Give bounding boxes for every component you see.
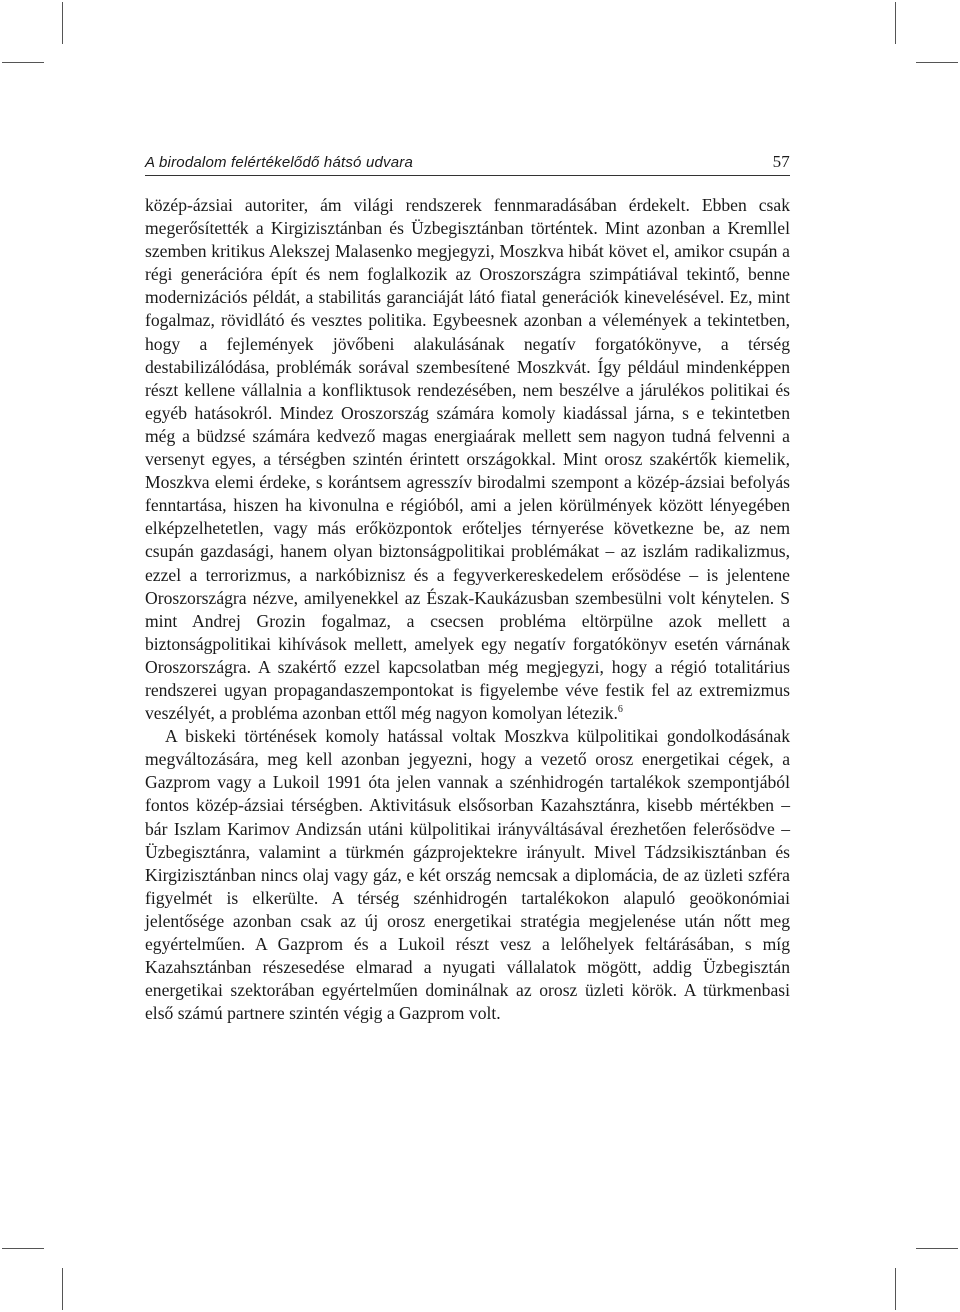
running-head — [145, 152, 790, 174]
crop-mark — [895, 1268, 896, 1310]
paragraph — [145, 194, 790, 725]
footnote-reference[interactable]: 6 — [617, 704, 623, 716]
crop-mark — [62, 2, 63, 44]
crop-mark — [62, 1268, 63, 1310]
body-text — [145, 194, 790, 1025]
paragraph-text: A biskeki történések komoly hatással voltak Moszkva külpolitikai gondolkodásának megváltozására, meg kell azonban jegyezni, hogy a vezető orosz energetikai cégek, a Gazprom vagy a Lukoil 1991 óta jelen vannak a szénhidrogén tartalékok szempontjából fontos közép-ázsiai térségben. Aktivitásuk elsősorban Kazahsztánra, kisebb mértékben – bár Iszlam Karimov Andizsán utáni külpolitikai irányváltásával érezhetően felerősödve – Üzbegisztánra, valamint a türkmén gázprojektekre irányult. Mivel Tádzsikisztánban és Kirgizisztánban nincs olaj vagy gáz, e két ország nemcsak a diplomácia, de az üzleti szféra figyelmét is elkerülte. A térség szénhidrogén tartalékokon alapuló geoökonómiai jelentősége azonban csak az új orosz energetikai stratégia megjelenése után nőtt meg egyértelműen. A Gazprom és a Lukoil részt vesz a lelőhelyek feltárásában, s míg Kazahsztánban részesedése elmarad a nyugati vállalatok mögött, addig Üzbegisztán energetikai szektorában egyértelműen dominálnak az orosz üzleti körök. A türkmenbasi első számú partnere szintén végig a Gazprom volt. — [145, 726, 790, 1024]
crop-mark — [916, 1248, 958, 1249]
page-number: 57 — [772, 152, 790, 171]
running-head-title: A birodalom felértékelődő hátsó udvara — [145, 154, 414, 171]
crop-mark — [2, 1248, 44, 1249]
crop-mark — [916, 62, 958, 63]
header-rule — [145, 175, 790, 176]
crop-mark — [895, 2, 896, 44]
paragraph — [145, 725, 790, 1025]
crop-mark — [2, 62, 44, 63]
paragraph-text: közép-ázsiai autoriter, ám világi rendszerek fennmaradásában érdekelt. Ebben csak megerősítették a Kirgizisztánban és Üzbegisztánban történtek. Mint azonban a Kremllel szemben kritikus Alekszej Malasenko megjegyzi, Moszkva hibát követ el, amikor csupán a régi generációra épít és nem foglalkozik az Oroszországra szimpátiával tekintő, benne modernizációs példát, a stabilitás garanciáját látó fiatal generációk kinevelésével. Ez, mint fogalmaz, rövidlátó és vesztes politika. Egybeesnek azonban a vélemények a tekintetben, hogy a fejlemények jövőbeni alakulásának negatív forgatókönyve, a térség destabilizálódása, problémák sorával szembesítené Moszkvát. Így például mindenképpen részt kellene vállalnia a konfliktusok rendezésében, nem beszélve a járulékos politikai és egyéb hatásokról. Mindez Oroszország számára komoly kiadással járna, s e tekintetben még a büdzsé számára kedvező magas energiaárak mellett sem nagyon tudná felvenni a versenyt egyes, a térségben szintén érintett országokkal. Mint orosz szakértők kiemelik, Moszkva elemi érdeke, s korántsem agresszív birodalmi szempont a közép-ázsiai befolyás fenntartása, hiszen ha kivonulna e régióból, ami a jelen körülmények között lényegében elképzelhetetlen, vagy más erőközpontok erőteljes térnyerése következne be, az nem csupán gazdasági, hanem olyan biztonságpolitikai problémákat – az iszlám radikalizmus, ezzel a terrorizmus, a narkóbiznisz és a fegyverkereskedelem erősödése – is jelentene Oroszországra nézve, amilyenekkel az Észak-Kaukázusban szembesülni volt kénytelen. S mint Andrej Grozin fogalmaz, a csecsen probléma eltörpülne azok mellett a biztonságpolitikai kihívások mellett, amelyek egy negatív forgatókönyv esetén várnának Oroszországra. A szakértő ezzel kapcsolatban még megjegyzi, hogy a régió totalitárius rendszerei ugyan propagandaszempontokat is figyelembe véve festik fel az extremizmus veszélyét, a probléma azonban ettől még nagyon komolyan létezik. — [145, 195, 790, 724]
